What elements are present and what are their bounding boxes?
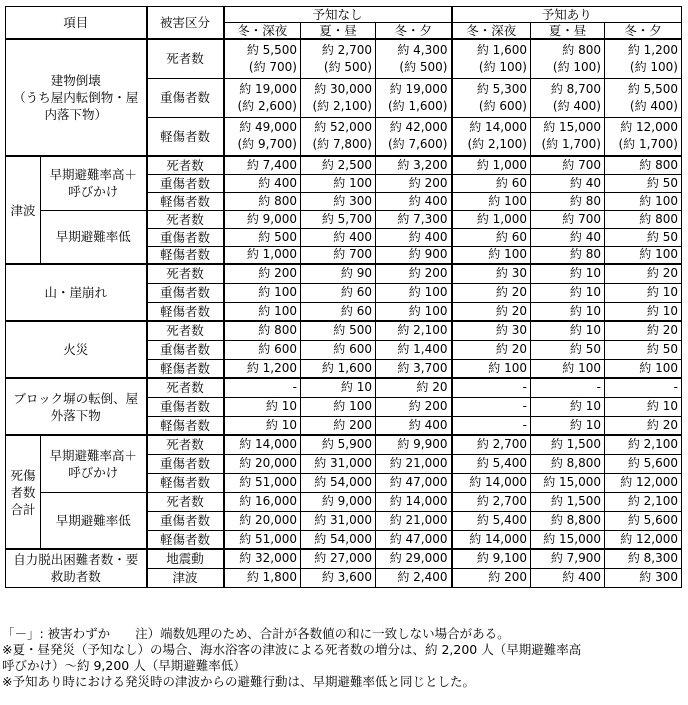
value-cell: 約 800 [605,156,682,174]
value-cell: 約 10 [605,283,682,302]
label-death: 死者数 [147,378,224,397]
label-minor: 軽傷者数 [147,192,224,210]
footnotes [2,626,581,690]
value-cell: 約 1,200 (約 100) [605,39,682,78]
value-cell: 約 20 [376,378,452,397]
value-cell: 約 1,000 [224,246,301,264]
header-case: 冬・深夜 [224,23,301,40]
value-cell: 約 31,000 [301,511,376,530]
value-cell: 約 60 [452,174,531,192]
value-cell: 約 3,600 [301,568,376,587]
value-cell: 約 80 [531,246,605,264]
value-cell: 約 20 [605,321,682,340]
footnote-line: ※予知あり時における発災時の津波からの避難行動は、早期避難率低と同じとした。 [2,674,475,689]
value-cell: 約 19,000 (約 1,600) [376,78,452,117]
value-cell: 約 10 [531,302,605,321]
label-death: 死者数 [147,321,224,340]
value-cell: 約 400 [376,192,452,210]
value-cell: 約 200 [301,416,376,435]
value-cell: 約 600 [224,340,301,359]
value-cell: 約 1,800 [224,568,301,587]
value-cell: 約 42,000 (約 7,600) [376,117,452,156]
value-cell: 約 20 [452,340,531,359]
value-cell: 約 600 [301,340,376,359]
value-cell: 約 20,000 [224,511,301,530]
value-cell: 約 20 [452,283,531,302]
value-cell: 約 300 [301,192,376,210]
label-minor: 軽傷者数 [147,416,224,435]
label-minor: 軽傷者数 [147,117,224,156]
label-minor: 軽傷者数 [147,302,224,321]
building-title: 建物倒壊 [50,73,101,88]
label-minor: 軽傷者数 [147,246,224,264]
value-cell: 約 200 [376,397,452,416]
value-cell: 約 15,000 (約 1,700) [531,117,605,156]
value-cell: 約 200 [452,568,531,587]
tsunami-high-label: 早期避難率高＋呼びかけ [41,156,147,210]
value-cell: 約 100 [224,283,301,302]
value-cell: 約 14,000 (約 2,100) [452,117,531,156]
value-cell: 約 1,000 [452,210,531,228]
header-damage-type: 被害区分 [147,7,224,40]
label-minor: 軽傷者数 [147,530,224,549]
category-rescue: 自力脱出困難者数・要救助者数 [6,549,147,587]
value-cell: 約 100 [301,174,376,192]
value-cell: 約 5,500 (約 400) [605,78,682,117]
label-serious: 重傷者数 [147,397,224,416]
value-cell: 約 29,000 [376,549,452,568]
value-cell: 約 100 [376,283,452,302]
value-cell: 約 21,000 [376,511,452,530]
label-tsunami: 津波 [147,568,224,587]
label-death: 死者数 [147,156,224,174]
value-cell: 約 10 [224,397,301,416]
value-cell: 約 20 [605,264,682,283]
value-cell: 約 400 [301,228,376,246]
building-subtitle: （うち屋内転倒物・屋内落下物） [13,90,139,122]
value-cell: 約 700 [531,156,605,174]
value-cell: 約 10 [224,416,301,435]
value-cell: 約 100 [224,302,301,321]
category-tsunami: 津波 [6,156,41,264]
value-cell: 約 20 [452,302,531,321]
value-cell: 約 10 [605,397,682,416]
header-no-warning: 予知なし [224,7,452,23]
value-cell: 約 50 [605,340,682,359]
value-cell: 約 30,000 (約 2,100) [301,78,376,117]
value-cell: 約 1,000 [452,156,531,174]
value-cell: 約 1,500 [531,435,605,454]
value-cell: 約 54,000 [301,530,376,549]
value-cell: 約 200 [376,264,452,283]
value-cell: 約 10 [531,264,605,283]
value-cell: 約 800 (約 100) [531,39,605,78]
value-cell: 約 19,000 (約 2,600) [224,78,301,117]
value-cell: 約 100 [605,359,682,378]
value-cell: 約 51,000 [224,473,301,492]
value-cell: 約 100 [452,192,531,210]
damage-table [5,6,682,588]
value-cell: 約 7,900 [531,549,605,568]
value-cell: 約 8,700 (約 400) [531,78,605,117]
label-death: 死者数 [147,264,224,283]
value-cell: 約 14,000 [452,473,531,492]
value-cell: 約 27,000 [301,549,376,568]
value-cell: 約 9,100 [452,549,531,568]
value-cell: 約 200 [376,174,452,192]
header-case: 冬・夕 [376,23,452,40]
category-total: 死傷者数合計 [6,435,41,549]
value-cell: 約 800 [605,210,682,228]
value-cell: 約 5,400 [452,454,531,473]
value-cell: 約 14,000 [376,492,452,511]
value-cell: 約 100 [452,246,531,264]
value-cell: 約 60 [301,302,376,321]
label-serious: 重傷者数 [147,228,224,246]
value-cell: 約 60 [452,228,531,246]
value-cell: 約 400 [376,228,452,246]
value-cell: 約 500 [301,321,376,340]
value-cell: 約 30 [452,264,531,283]
value-cell: 約 100 [376,302,452,321]
value-cell: 約 50 [605,228,682,246]
label-quake: 地震動 [147,549,224,568]
value-cell: 約 21,000 [376,454,452,473]
value-cell: 約 9,000 [301,492,376,511]
value-cell: 約 100 [531,359,605,378]
value-cell: 約 4,300 (約 500) [376,39,452,78]
value-cell: 約 2,400 [376,568,452,587]
value-cell: 約 2,700 (約 500) [301,39,376,78]
header-case: 冬・深夜 [452,23,531,40]
value-cell: 約 10 [605,302,682,321]
value-cell: 約 40 [531,174,605,192]
value-cell: 約 20 [605,416,682,435]
value-cell: 約 8,800 [531,454,605,473]
value-cell: 約 15,000 [531,473,605,492]
value-cell: 約 5,500 (約 700) [224,39,301,78]
value-cell: 約 60 [301,283,376,302]
value-cell: 約 50 [605,174,682,192]
header-case: 夏・昼 [301,23,376,40]
value-cell: 約 32,000 [224,549,301,568]
category-building [6,39,147,156]
value-cell: 約 700 [531,210,605,228]
value-cell: 約 40 [531,228,605,246]
value-cell: 約 10 [531,283,605,302]
value-cell: 約 2,100 [605,492,682,511]
value-cell: 約 300 [605,568,682,587]
value-cell: 約 8,300 [605,549,682,568]
label-serious: 重傷者数 [147,174,224,192]
value-cell: 約 2,500 [301,156,376,174]
value-cell: 約 7,300 [376,210,452,228]
value-cell: 約 400 [376,416,452,435]
value-cell: 約 1,500 [531,492,605,511]
value-cell: 約 12,000 [605,530,682,549]
value-cell: 約 90 [301,264,376,283]
value-cell: 約 31,000 [301,454,376,473]
header-item: 項目 [6,7,147,40]
value-cell: 約 800 [224,192,301,210]
footnote-line: 呼びかけ）～約 9,200 人（早期避難率低） [2,658,246,673]
value-cell: 約 1,600 [301,359,376,378]
value-cell: 約 5,700 [301,210,376,228]
value-cell: 約 3,700 [376,359,452,378]
footnote-line: ※夏・昼発災（予知なし）の場合、海水浴客の津波による死者数の増分は、約 2,200 人（早期避難率高 [2,642,582,657]
tsunami-low-label: 早期避難率低 [41,210,147,264]
value-cell: 約 10 [531,416,605,435]
label-serious: 重傷者数 [147,511,224,530]
label-serious: 重傷者数 [147,283,224,302]
value-cell: 約 47,000 [376,473,452,492]
value-cell: 約 20,000 [224,454,301,473]
value-cell: - [452,378,531,397]
value-cell: 約 49,000 (約 9,700) [224,117,301,156]
value-cell: 約 500 [224,228,301,246]
value-cell: 約 800 [224,321,301,340]
value-cell: 約 16,000 [224,492,301,511]
value-cell: 約 400 [224,174,301,192]
value-cell: 約 100 [452,359,531,378]
value-cell: 約 5,400 [452,511,531,530]
header-with-warning: 予知あり [452,7,682,23]
category-block-wall: ブロック塀の転倒、屋外落下物 [6,378,147,435]
value-cell: 約 2,700 [452,435,531,454]
category-landslide: 山・崖崩れ [6,264,147,321]
value-cell: 約 52,000 (約 7,800) [301,117,376,156]
value-cell: - [605,378,682,397]
value-cell: 約 5,600 [605,511,682,530]
value-cell: 約 15,000 [531,530,605,549]
value-cell: 約 900 [376,246,452,264]
value-cell: 約 5,600 [605,454,682,473]
value-cell: 約 100 [605,246,682,264]
value-cell: - [452,397,531,416]
value-cell: 約 10 [531,397,605,416]
value-cell: 約 9,000 [224,210,301,228]
value-cell: 約 8,800 [531,511,605,530]
total-low-label: 早期避難率低 [41,492,147,549]
value-cell: 約 100 [605,192,682,210]
value-cell: 約 50 [531,340,605,359]
value-cell: 約 80 [531,192,605,210]
value-cell: 約 14,000 [452,530,531,549]
value-cell: 約 54,000 [301,473,376,492]
total-high-label: 早期避難率高＋呼びかけ [41,435,147,492]
value-cell: 約 12,000 (約 1,700) [605,117,682,156]
label-death: 死者数 [147,39,224,78]
value-cell: 約 3,200 [376,156,452,174]
value-cell: 約 2,700 [452,492,531,511]
value-cell: 約 1,600 (約 100) [452,39,531,78]
label-serious: 重傷者数 [147,340,224,359]
value-cell: 約 400 [531,568,605,587]
header-case: 夏・昼 [531,23,605,40]
value-cell: 約 2,100 [376,321,452,340]
value-cell: 約 7,400 [224,156,301,174]
category-fire: 火災 [6,321,147,378]
label-death: 死者数 [147,435,224,454]
value-cell: 約 10 [531,321,605,340]
value-cell: 約 47,000 [376,530,452,549]
value-cell: 約 2,100 [605,435,682,454]
label-minor: 軽傷者数 [147,473,224,492]
value-cell: - [224,378,301,397]
value-cell: 約 30 [452,321,531,340]
label-death: 死者数 [147,210,224,228]
value-cell: 約 100 [301,397,376,416]
value-cell: 約 5,900 [301,435,376,454]
value-cell: 約 10 [301,378,376,397]
label-serious: 重傷者数 [147,78,224,117]
value-cell: 約 700 [301,246,376,264]
value-cell: - [452,416,531,435]
label-death: 死者数 [147,492,224,511]
footnote-line: 「－」: 被害わずか 注）端数処理のため、合計が各数値の和に一致しない場合がある。 [2,626,510,641]
value-cell: 約 9,900 [376,435,452,454]
value-cell: 約 200 [224,264,301,283]
value-cell: 約 12,000 [605,473,682,492]
label-minor: 軽傷者数 [147,359,224,378]
value-cell: 約 14,000 [224,435,301,454]
label-serious: 重傷者数 [147,454,224,473]
value-cell: 約 5,300 (約 600) [452,78,531,117]
value-cell: 約 51,000 [224,530,301,549]
value-cell: 約 1,200 [224,359,301,378]
value-cell: 約 1,400 [376,340,452,359]
value-cell: - [531,378,605,397]
header-case: 冬・夕 [605,23,682,40]
